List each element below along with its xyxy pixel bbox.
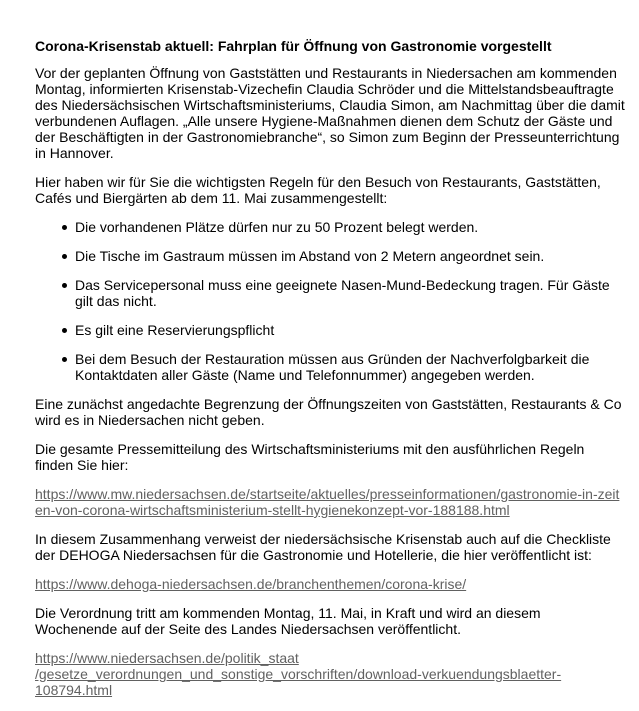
- intro-paragraph: Vor der geplanten Öffnung von Gaststätten und Restaurants in Niedersachen am kommenden Montag, informierten Krisenstab-Vizechefin Claudia Schröder und die Mittelstandsbeauftragte des Niedersächsischen Wirtschaftsministeriums, Claudia Simon, am Nachmittag über die damit verbundenen Auflagen. „Alle unsere Hygiene-Maßnahmen dienen dem Schutz der Gäste und der Beschäftigten in der Gastronomiebranche“, so Simon zum Beginn der Presseunterrichtung in Hannover.: [35, 65, 625, 161]
- list-item: [75, 277, 625, 309]
- article-title: Corona-Krisenstab aktuell: Fahrplan für Öffnung von Gastronomie vorgestellt: [35, 38, 552, 54]
- press-release-link-paragraph: [35, 486, 625, 518]
- press-release-link[interactable]: https://www.mw.niedersachsen.de/startseite/aktuelles/presseinformationen/gastronomie-in-zeiten-von-corona-wirtschaftsministerium-stellt-hygienekonzept-vor-188188.html: [35, 486, 620, 518]
- ordinance-link-line: 108794.html: [35, 682, 113, 698]
- bullet-icon: [62, 225, 67, 230]
- bullet-icon: [62, 254, 67, 259]
- rules-list: [35, 219, 625, 383]
- rule-text: Es gilt eine Reservierungspflicht: [75, 322, 275, 338]
- ordinance-link-paragraph: [35, 650, 625, 698]
- list-item: [75, 248, 625, 264]
- rule-text: Die Tische im Gastraum müssen im Abstand von 2 Metern angeordnet sein.: [75, 248, 545, 264]
- dehoga-link-paragraph: [35, 576, 625, 592]
- ordinance-link-line: /gesetze_verordnungen_und_sonstige_vorschriften/download-verkuendungsblaetter-: [35, 666, 562, 682]
- bullet-icon: [62, 328, 67, 333]
- rule-text: Das Servicepersonal muss eine geeignete Nasen-Mund-Bedeckung tragen. Für Gäste gilt das nicht.: [75, 277, 610, 309]
- rule-text: Bei dem Besuch der Restauration müssen aus Gründen der Nachverfolgbarkeit die Kontaktdaten aller Gäste (Name und Telefonnummer) angegeben werden.: [75, 351, 590, 383]
- list-item: [75, 219, 625, 235]
- ordinance-link-line: https://www.niedersachsen.de/politik_staat: [35, 650, 299, 666]
- bullet-icon: [62, 283, 67, 288]
- press-release-intro-paragraph: Die gesamte Pressemitteilung des Wirtschaftsministeriums mit den ausführlichen Regeln finden Sie hier:: [35, 441, 585, 473]
- bullet-icon: [62, 357, 67, 362]
- list-item: [75, 351, 625, 383]
- rule-text: Die vorhandenen Plätze dürfen nur zu 50 Prozent belegt werden.: [75, 219, 479, 235]
- rules-intro-paragraph: Hier haben wir für Sie die wichtigsten Regeln für den Besuch von Restaurants, Gaststätten, Cafés und Biergärten ab dem 11. Mai zusammengestellt:: [35, 174, 601, 206]
- opening-hours-paragraph: Eine zunächst angedachte Begrenzung der Öffnungszeiten von Gaststätten, Restaurants & Co wird es in Niedersachen nicht geben.: [35, 396, 622, 428]
- ordinance-intro-paragraph: Die Verordnung tritt am kommenden Montag, 11. Mai, in Kraft und wird an diesem Wochenende auf der Seite des Landes Niedersachsen veröffentlicht.: [35, 605, 541, 637]
- ordinance-link[interactable]: [35, 650, 625, 698]
- list-item: [75, 322, 625, 338]
- dehoga-link[interactable]: https://www.dehoga-niedersachsen.de/branchenthemen/corona-krise/: [35, 576, 467, 592]
- article: [35, 38, 625, 711]
- dehoga-intro-paragraph: In diesem Zusammenhang verweist der niedersächsische Krisenstab auch auf die Checkliste der DEHOGA Niedersachsen für die Gastronomie und Hotellerie, die hier veröffentlicht ist:: [35, 531, 611, 563]
